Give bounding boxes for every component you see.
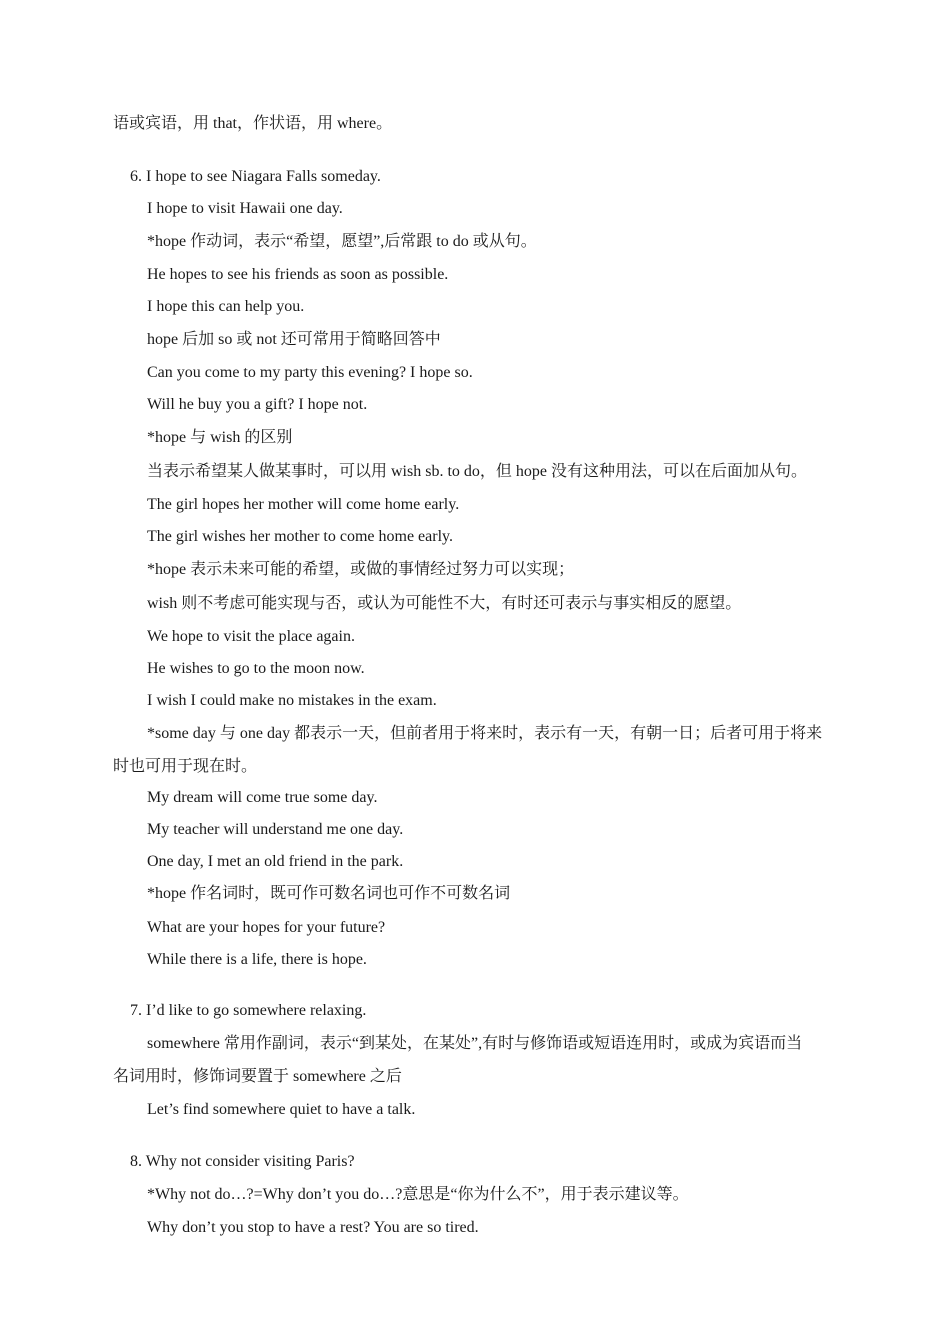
section-8-heading: 8. Why not consider visiting Paris? xyxy=(130,1153,355,1170)
grammar-note: 当表示希望某人做某事时，可以用 wish sb. to do，但 hope 没有这种用法，可以在后面加从句。 xyxy=(147,463,808,480)
grammar-note: *Why not do…?=Why don’t you do…?意思是“你为什么不”，用于表示建议等。 xyxy=(147,1186,689,1203)
example-sentence: Why don’t you stop to have a rest? You are so tired. xyxy=(147,1219,479,1236)
example-sentence: The girl hopes her mother will come home early. xyxy=(147,496,460,513)
grammar-note: hope 后加 so 或 not 还可常用于简略回答中 xyxy=(147,331,441,348)
grammar-note-continued: 名词用时，修饰词要置于 somewhere 之后 xyxy=(113,1068,402,1085)
grammar-note-continued: 时也可用于现在时。 xyxy=(113,758,258,775)
example-sentence: He wishes to go to the moon now. xyxy=(147,660,365,677)
example-sentence: I hope to visit Hawaii one day. xyxy=(147,200,343,217)
grammar-note: *some day 与 one day 都表示一天，但前者用于将来时，表示有一天，有朝一日；后者可用于将来 xyxy=(147,725,823,742)
grammar-note: *hope 表示未来可能的希望，或做的事情经过努力可以实现； xyxy=(147,561,575,578)
example-sentence: He hopes to see his friends as soon as possible. xyxy=(147,266,449,283)
grammar-note: somewhere 常用作副词，表示“到某处，在某处”,有时与修饰语或短语连用时，或成为宾语而当 xyxy=(147,1035,803,1052)
example-sentence: Let’s find somewhere quiet to have a talk. xyxy=(147,1101,416,1118)
example-sentence: Can you come to my party this evening? I hope so. xyxy=(147,364,473,381)
example-sentence: I wish I could make no mistakes in the exam. xyxy=(147,692,437,709)
grammar-note: *hope 与 wish 的区别 xyxy=(147,429,293,446)
example-sentence: My dream will come true some day. xyxy=(147,789,378,806)
section-7-heading: 7. I’d like to go somewhere relaxing. xyxy=(130,1002,367,1019)
example-sentence: I hope this can help you. xyxy=(147,298,305,315)
example-sentence: We hope to visit the place again. xyxy=(147,628,355,645)
grammar-note: wish 则不考虑可能实现与否，或认为可能性不大，有时还可表示与事实相反的愿望。 xyxy=(147,595,742,612)
grammar-note: *hope 作动词，表示“希望，愿望”,后常跟 to do 或从句。 xyxy=(147,233,537,250)
section-6-heading: 6. I hope to see Niagara Falls someday. xyxy=(130,168,381,185)
continuation-text: 语或宾语，用 that，作状语，用 where。 xyxy=(113,115,393,132)
example-sentence: My teacher will understand me one day. xyxy=(147,821,404,838)
example-sentence: Will he buy you a gift? I hope not. xyxy=(147,396,368,413)
example-sentence: What are your hopes for your future? xyxy=(147,919,386,936)
example-sentence: While there is a life, there is hope. xyxy=(147,951,367,968)
grammar-note: *hope 作名词时，既可作可数名词也可作不可数名词 xyxy=(147,885,511,902)
example-sentence: One day, I met an old friend in the park. xyxy=(147,853,404,870)
example-sentence: The girl wishes her mother to come home early. xyxy=(147,528,453,545)
